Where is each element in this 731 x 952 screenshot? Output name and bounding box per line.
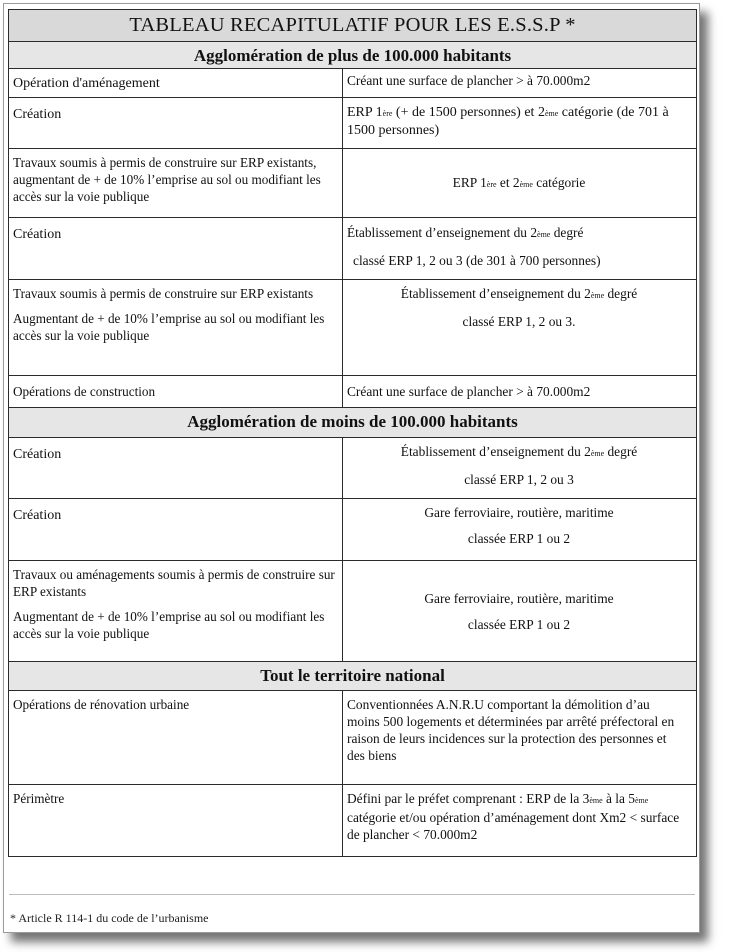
row-value: ERP 1ère et 2ème catégorie [343, 149, 697, 218]
row-value: ERP 1ère (+ de 1500 personnes) et 2ème catégorie (de 701 à 1500 personnes) [343, 98, 697, 149]
row-value: Gare ferroviaire, routière, maritime classée ERP 1 ou 2 [343, 561, 697, 662]
footnote: * Article R 114-1 du code de l’urbanisme [10, 911, 209, 925]
row-value: Défini par le préfet comprenant : ERP de la 3ème à la 5ème catégorie et/ou opération d’aménagement dont Xm2 < surface de plancher < 70.000m2 [343, 785, 697, 857]
row-value: Créant une surface de plancher > à 70.000m2 [343, 376, 697, 408]
row-value: Établissement d’enseignement du 2ème degré classé ERP 1, 2 ou 3. [343, 280, 697, 376]
row-label: Périmètre [9, 785, 343, 857]
row-value: Établissement d’enseignement du 2ème degré classé ERP 1, 2 ou 3 (de 301 à 700 personnes) [343, 218, 697, 280]
table-row [9, 218, 697, 280]
section-heading: Tout le territoire national [9, 662, 697, 691]
row-label: Création [9, 218, 343, 280]
row-value: Établissement d’enseignement du 2ème degré classé ERP 1, 2 ou 3 [343, 438, 697, 499]
section-heading: Agglomération de moins de 100.000 habitants [9, 408, 697, 438]
row-label: Travaux soumis à permis de construire sur ERP existants, augmentant de + de 10% l’emprise au sol ou modifiant les accès sur la voie publique [9, 149, 343, 218]
table-row [9, 376, 697, 408]
document-page [3, 3, 700, 933]
table-row [9, 98, 697, 149]
row-label: Opération d'aménagement [9, 69, 343, 98]
table-title: TABLEAU RECAPITULATIF POUR LES E.S.S.P * [9, 10, 697, 42]
row-label: Opérations de rénovation urbaine [9, 691, 343, 785]
section-heading: Agglomération de plus de 100.000 habitants [9, 42, 697, 69]
row-value: Conventionnées A.N.R.U comportant la démolition d’au moins 500 logements et déterminées par arrêté préfectoral en raison de leurs incidences sur la protection des personnes et des biens [343, 691, 697, 785]
row-label: Travaux soumis à permis de construire sur ERP existants Augmentant de + de 10% l’emprise au sol ou modifiant les accès sur la voie publique [9, 280, 343, 376]
table-row [9, 438, 697, 499]
row-label: Création [9, 438, 343, 499]
table-row [9, 691, 697, 785]
row-label: Opérations de construction [9, 376, 343, 408]
row-label: Création [9, 98, 343, 149]
table-row [9, 280, 697, 376]
table-row [9, 785, 697, 857]
row-label: Création [9, 499, 343, 561]
footnote-divider [9, 894, 695, 895]
table-row [9, 561, 697, 662]
summary-table [8, 9, 697, 857]
table-row [9, 69, 697, 98]
row-label: Travaux ou aménagements soumis à permis de construire sur ERP existants Augmentant de + de 10% l’emprise au sol ou modifiant les accès sur la voie publique [9, 561, 343, 662]
row-value: Créant une surface de plancher > à 70.000m2 [343, 69, 697, 98]
table-row [9, 499, 697, 561]
table-row [9, 149, 697, 218]
row-value: Gare ferroviaire, routière, maritime classée ERP 1 ou 2 [343, 499, 697, 561]
